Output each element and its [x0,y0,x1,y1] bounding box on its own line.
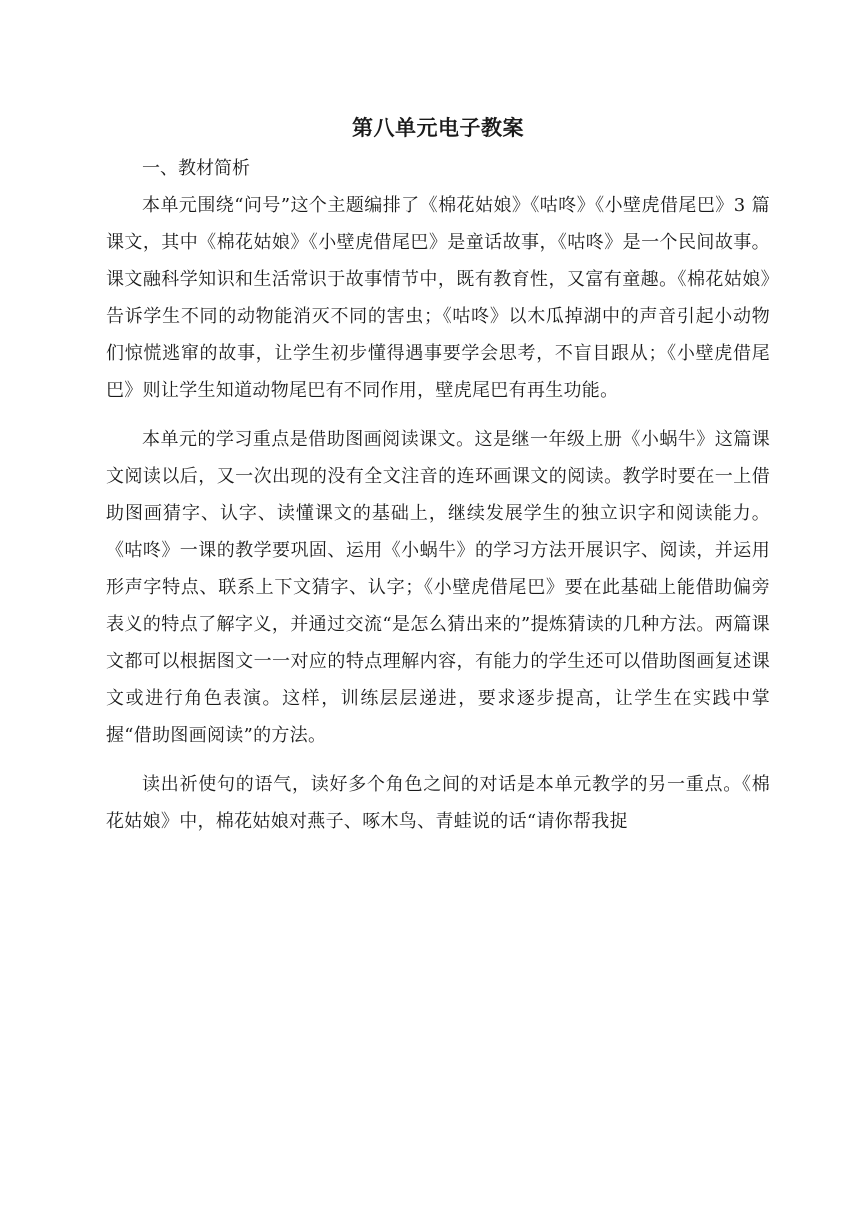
paragraph-2: 本单元的学习重点是借助图画阅读课文。这是继一年级上册《小蜗牛》这篇课文阅读以后，又一次出现的没有全文注音的连环画课文的阅读。教学时要在一上借助图画猜字、认字、读懂课文的基础上，继续发展学生的独立识字和阅读能力。《咕咚》一课的教学要巩固、运用《小蜗牛》的学习方法开展识字、阅读，并运用形声字特点、联系上下文猜字、认字；《小壁虎借尾巴》要在此基础上能借助偏旁表义的特点了解字义，并通过交流“是怎么猜出来的”提炼猜读的几种方法。两篇课文都可以根据图文一一对应的特点理解内容，有能力的学生还可以借助图画复述课文或进行角色表演。这样，训练层层递进，要求逐步提高，让学生在实践中掌握“借助图画阅读”的方法。 [106,429,770,746]
document-page [106,112,770,852]
document-title: 第八单元电子教案 [352,116,524,140]
paragraph-3: 读出祈使句的语气，读好多个角色之间的对话是本单元教学的另一重点。《棉花姑娘》中，棉花姑娘对燕子、啄木鸟、青蛙说的话“请你帮我捉 [106,774,770,832]
section-heading: 一、教材简析 [142,158,250,179]
paragraph-1: 本单元围绕“问号”这个主题编排了《棉花姑娘》《咕咚》《小壁虎借尾巴》3 篇课文，其中《棉花姑娘》《小壁虎借尾巴》是童话故事，《咕咚》是一个民间故事。课文融科学知识和生活常识于故事情节中，既有教育性，又富有童趣。《棉花姑娘》告诉学生不同的动物能消灭不同的害虫；《咕咚》以木瓜掉湖中的声音引起小动物们惊慌逃窜的故事，让学生初步懂得遇事要学会思考，不盲目跟从；《小壁虎借尾巴》则让学生知道动物尾巴有不同作用，壁虎尾巴有再生功能。 [106,195,770,401]
